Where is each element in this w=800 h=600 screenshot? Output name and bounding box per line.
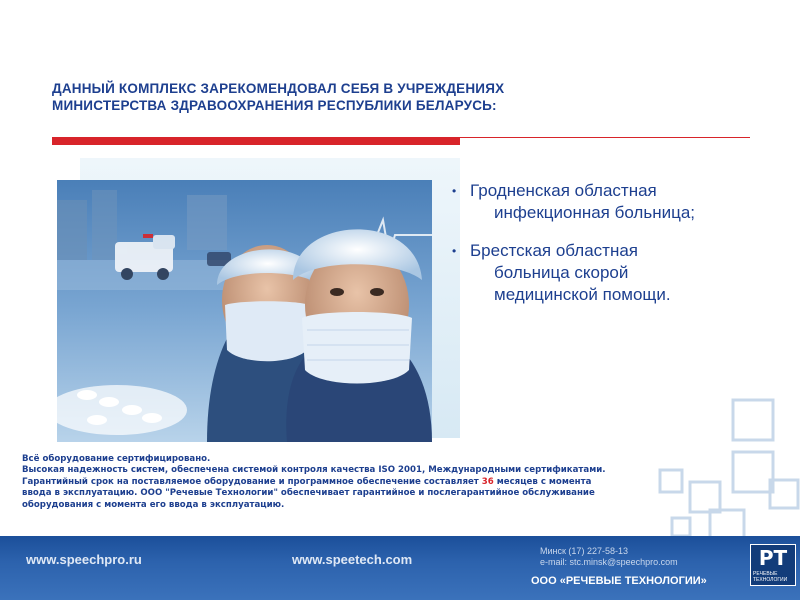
red-accent-bar <box>52 137 460 145</box>
bullet-dot-icon: • <box>452 184 457 198</box>
list-item-grodno <box>452 180 782 224</box>
email-address[interactable]: e-mail: stc.minsk@speechpro.com <box>540 557 678 567</box>
note-line: Всё оборудование сертифицировано. <box>22 454 211 464</box>
note-line: оборудования с момента его ввода в эксплуатацию. <box>22 499 285 510</box>
logo-subtitle <box>753 571 793 583</box>
company-name: ООО «РЕЧЕВЫЕ ТЕХНОЛОГИИ» <box>531 575 707 587</box>
note-line: ввода в эксплуатацию. ООО "Речевые Технологии" обеспечивает гарантийное и послегарантийное обслуживание <box>22 488 595 499</box>
note-line-warranty <box>22 477 722 488</box>
title-line-2: МИНИСТЕРСТВА ЗДРАВООХРАНЕНИЯ РЕСПУБЛИКИ БЕЛАРУСЬ: <box>52 98 497 113</box>
warranty-months: 36 <box>481 476 494 487</box>
note-line: Высокая надежность систем, обеспечена системой контроля качества ISO 2001, Международными сертификатами. <box>22 465 606 476</box>
note-text: месяцев с момента <box>493 476 592 487</box>
medical-staff-photo <box>57 180 432 442</box>
website-link-speetech[interactable]: www.speetech.com <box>292 552 413 567</box>
phone-number: Минск (17) 227-58-13 <box>540 546 628 556</box>
title-line-1: ДАННЫЙ КОМПЛЕКС ЗАРЕКОМЕНДОВАЛ СЕБЯ В УЧРЕЖДЕНИЯХ <box>52 81 505 96</box>
list-item-line: Брестская областная <box>470 241 638 260</box>
slide-title <box>52 80 752 114</box>
list-item-brest <box>452 240 782 306</box>
list-item-line: больница скорой <box>494 263 629 282</box>
logo-subtitle-line: ТЕХНОЛОГИИ <box>753 577 788 583</box>
list-item-line: медицинской помощи. <box>494 285 671 304</box>
note-text: Гарантийный срок на поставляемое оборудование и программное обеспечение составляет <box>22 476 482 487</box>
red-divider-line <box>460 137 750 138</box>
logo-subtitle-line: РЕЧЕВЫЕ <box>753 571 778 577</box>
bullet-dot-icon: • <box>452 244 457 258</box>
certification-note <box>22 454 722 511</box>
list-item-line: Гродненская областная <box>470 181 657 200</box>
logo-letters: РТ <box>758 546 788 570</box>
list-item-line: инфекционная больница; <box>494 203 696 222</box>
contact-info <box>540 546 678 568</box>
company-logo <box>750 544 796 586</box>
footer-bar <box>0 536 800 600</box>
website-link-speechpro[interactable]: www.speechpro.ru <box>26 552 142 567</box>
hospital-list <box>452 180 782 322</box>
